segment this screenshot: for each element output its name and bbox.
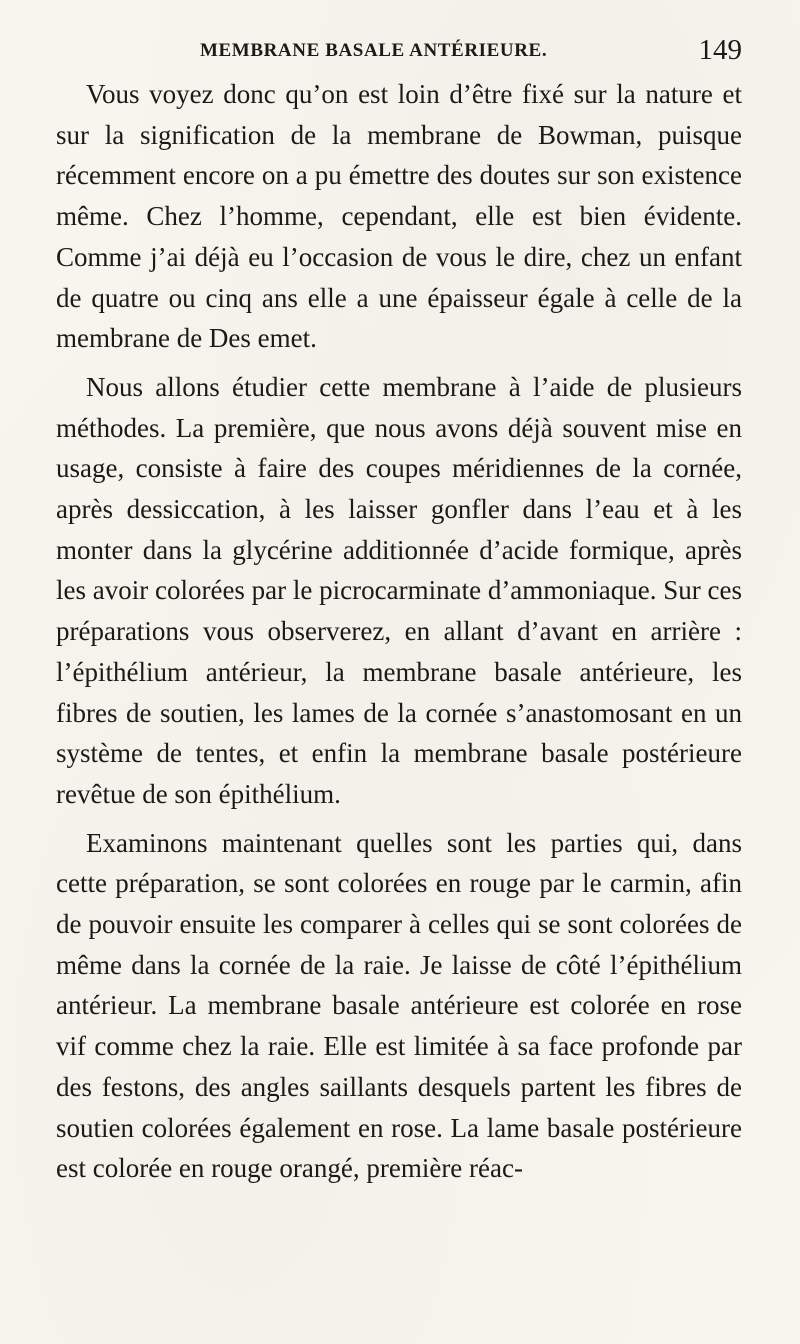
page-header — [200, 34, 742, 74]
body-text — [56, 74, 742, 1189]
page-number: 149 — [698, 34, 742, 66]
paragraph-1: Vous voyez donc qu’on est loin d’être fixé sur la nature et sur la signification de la membrane de Bowman, puisque récemment encore on a pu émettre des doutes sur son existence même. Chez l’homme, cependant, elle est bien évidente. Comme j’ai déjà eu l’occasion de vous le dire, chez un enfant de quatre ou cinq ans elle a une épaisseur égale à celle de la membrane de Des emet. — [56, 79, 742, 354]
running-head: MEMBRANE BASALE ANTÉRIEURE. — [200, 40, 548, 61]
paragraph-3: Examinons maintenant quelles sont les parties qui, dans cette préparation, se sont colorées en rouge par le carmin, afin de pouvoir ensuite les comparer à celles qui se sont colorées de même dans la cornée de la raie. Je laisse de côté l’épithélium antérieur. La membrane basale antérieure est colorée en rose vif comme chez la raie. Elle est limitée à sa face profonde par des festons, des angles saillants desquels partent les fibres de soutien colorées également en rose. La lame basale postérieure est colorée en rouge orangé, première réac- — [56, 827, 742, 1184]
paragraph-2: Nous allons étudier cette membrane à l’aide de plusieurs méthodes. La première, que nous avons déjà souvent mise en usage, consiste à faire des coupes méridiennes de la cornée, après dessiccation, à les laisser gonfler dans l’eau et à les monter dans la glycérine additionnée d’acide formique, après les avoir colorées par le picrocarminate d’ammoniaque. Sur ces préparations vous observerez, en allant d’avant en arrière : l’épithélium antérieur, la membrane basale antérieure, les fibres de soutien, les lames de la cornée s’anastomosant en un système de tentes, et enfin la membrane basale postérieure revêtue de son épithélium. — [56, 371, 742, 809]
